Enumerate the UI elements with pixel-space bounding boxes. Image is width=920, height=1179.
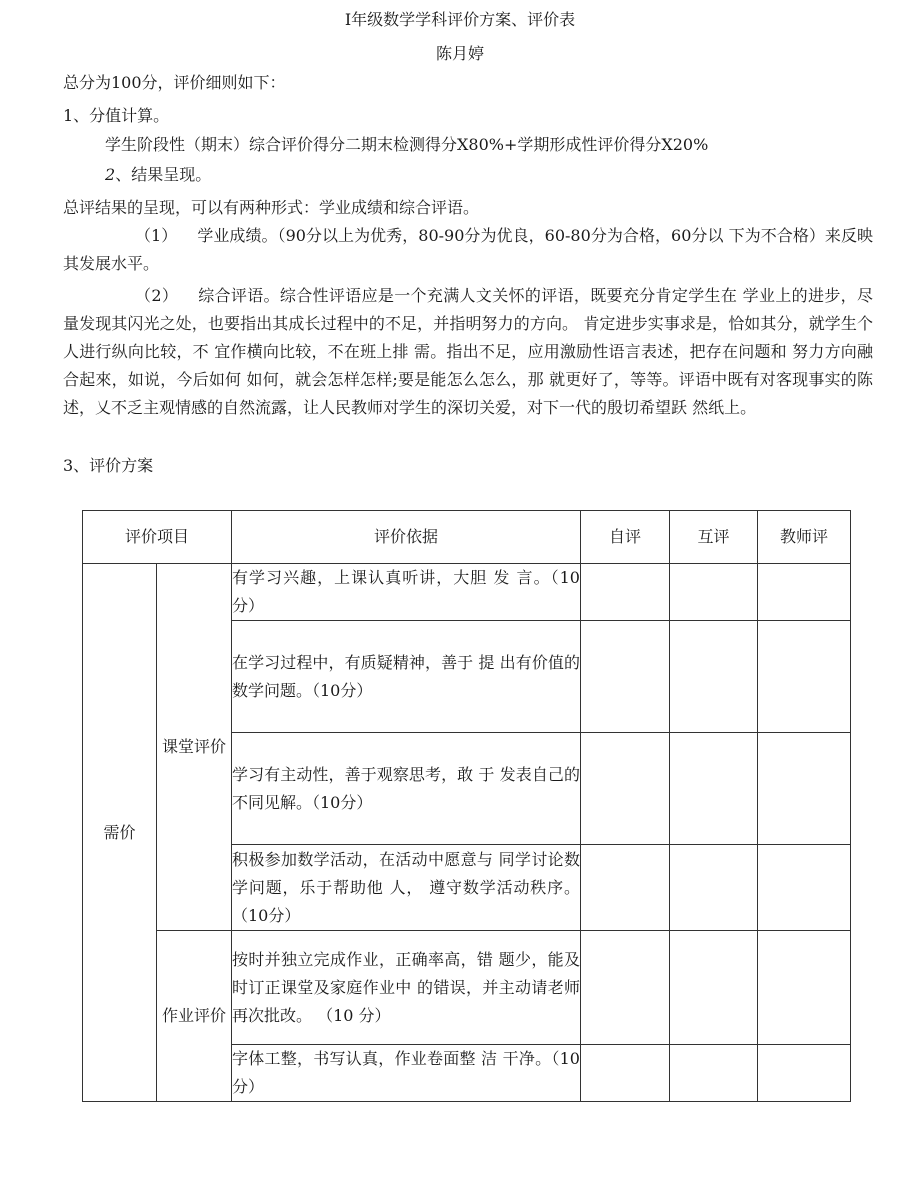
section-1-formula: 学生阶段性（期末）综合评价得分二期末检测得分X80%+学期形成性评价得分X20% bbox=[105, 135, 709, 154]
table-row bbox=[83, 931, 851, 1045]
peer-score-cell[interactable] bbox=[670, 621, 758, 733]
main-category-cell: 需价 bbox=[83, 564, 157, 1102]
header-teacher: 教师评 bbox=[758, 511, 851, 564]
paragraph-comprehensive-comment bbox=[63, 282, 873, 422]
section-3-heading: 3、评价方案 bbox=[63, 456, 154, 475]
section-1-heading: 1、分值计算。 bbox=[63, 106, 170, 125]
self-score-cell[interactable] bbox=[581, 931, 670, 1045]
criterion-cell: 积极参加数学活动，在活动中愿意与 同学讨论数学问题，乐于帮助他 人， 遵守数学活动秩序。（10分） bbox=[232, 845, 581, 931]
self-score-cell[interactable] bbox=[581, 733, 670, 845]
peer-score-cell[interactable] bbox=[670, 733, 758, 845]
author-name: 陈月婷 bbox=[435, 44, 484, 63]
criterion-cell: 学习有主动性，善于观察思考，敢 于 发表自己的不同见解。（10分） bbox=[232, 733, 581, 845]
section-2-heading bbox=[105, 165, 211, 185]
evaluation-table bbox=[82, 510, 851, 1102]
header-basis: 评价依据 bbox=[232, 511, 581, 564]
teacher-score-cell[interactable] bbox=[758, 931, 851, 1045]
document-title: I年级数学学科评价方案、评价表 bbox=[344, 10, 576, 29]
group-homework-label: 作业评价 bbox=[157, 931, 232, 1102]
paragraph-2-text: 综合评语。综合性评语应是一个充满人文关怀的评语，既要充分肯定学生在 学业上的进步，尽量发现其闪光之处，也要指出其成长过程中的不足，并指明努力的方向。 肯定进步实事求是，恰如其分，就学生个人进行纵向比较，不 宜作横向比较，不在班上排 需。指出不足，应用激励性语言表述，把存在问题和 努力方向融合起來，如说，今后如何 如何，就会怎样怎样;要是能怎么怎么，那 就更好了，等等。评语中既有对客现事实的陈 述，乂不乏主观情感的自然流露，让人民教师对学生的深切关爱，对下一代的殷切希望跃 然纸上。 bbox=[63, 286, 873, 417]
section-2-intro: 总评结果的呈现，可以有两种形式：学业成绩和综合评语。 bbox=[63, 198, 480, 217]
group-classroom-label: 课堂评价 bbox=[157, 564, 232, 931]
criterion-cell: 按时并独立完成作业，正确率高，错 题少，能及时订正课堂及家庭作业中 的错误，并主动请老师再次批改。 （10 分） bbox=[232, 931, 581, 1045]
self-score-cell[interactable] bbox=[581, 845, 670, 931]
teacher-score-cell[interactable] bbox=[758, 845, 851, 931]
paragraph-academic-score bbox=[63, 222, 873, 278]
self-score-cell[interactable] bbox=[581, 564, 670, 621]
criterion-cell: 有学习兴趣，上课认真听讲，大胆 发 言。（10分） bbox=[232, 564, 581, 621]
teacher-score-cell[interactable] bbox=[758, 1045, 851, 1102]
section-2-number: 2 bbox=[105, 165, 116, 184]
peer-score-cell[interactable] bbox=[670, 564, 758, 621]
section-2-label: 、结果呈现。 bbox=[115, 165, 212, 184]
peer-score-cell[interactable] bbox=[670, 845, 758, 931]
header-item: 评价项目 bbox=[83, 511, 232, 564]
teacher-score-cell[interactable] bbox=[758, 733, 851, 845]
teacher-score-cell[interactable] bbox=[758, 564, 851, 621]
paragraph-2-label: （2） bbox=[135, 286, 179, 305]
peer-score-cell[interactable] bbox=[670, 1045, 758, 1102]
header-self: 自评 bbox=[581, 511, 670, 564]
self-score-cell[interactable] bbox=[581, 1045, 670, 1102]
paragraph-1-label: （1） bbox=[135, 226, 178, 245]
teacher-score-cell[interactable] bbox=[758, 621, 851, 733]
intro-line: 总分为100分，评价细则如下： bbox=[63, 73, 286, 92]
header-peer: 互评 bbox=[670, 511, 758, 564]
criterion-cell: 字体工整，书写认真，作业卷面整 洁 干净。（10分） bbox=[232, 1045, 581, 1102]
paragraph-1-text: 学业成绩。（90分以上为优秀，80-90分为优良，60-80分为合格，60分以 下为不合格）来反映其发展水平。 bbox=[63, 226, 873, 273]
criterion-cell: 在学习过程中，有质疑精神，善于 提 出有价值的数学问题。（10分） bbox=[232, 621, 581, 733]
peer-score-cell[interactable] bbox=[670, 931, 758, 1045]
self-score-cell[interactable] bbox=[581, 621, 670, 733]
table-header-row bbox=[83, 511, 851, 564]
table-row bbox=[83, 564, 851, 621]
